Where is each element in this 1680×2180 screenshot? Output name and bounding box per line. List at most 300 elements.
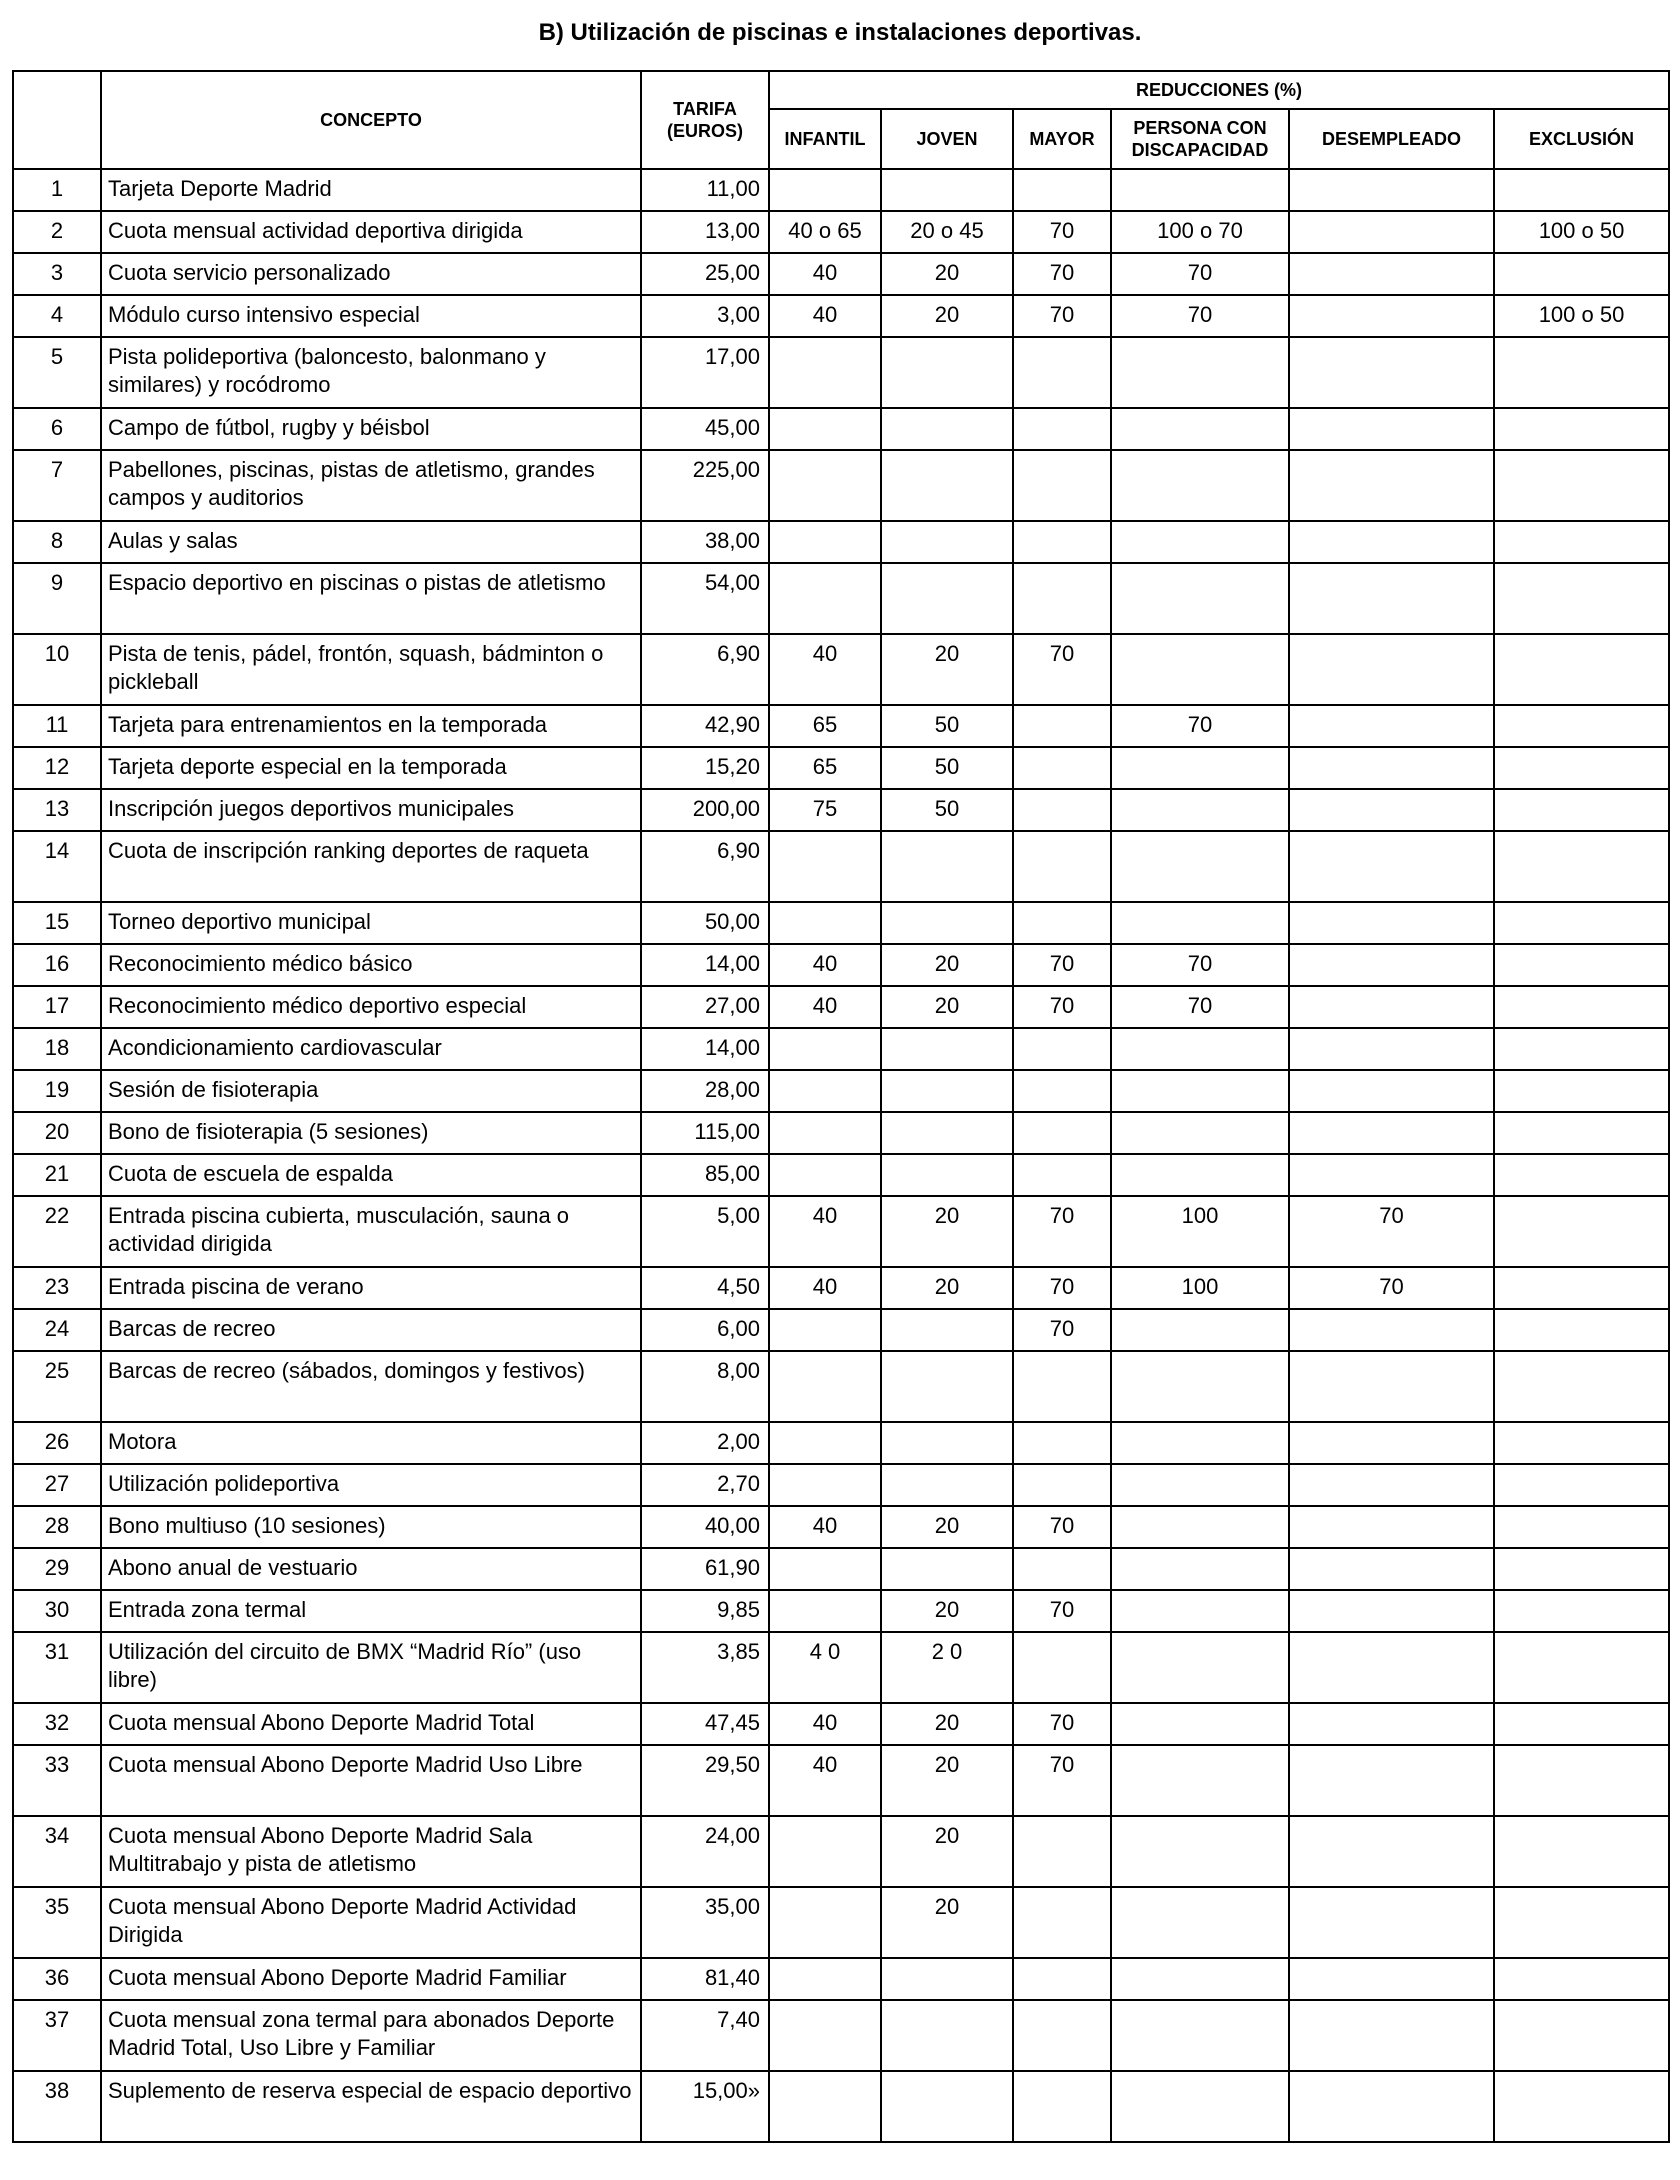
infantil-cell	[769, 1816, 881, 1887]
infantil-cell: 40	[769, 944, 881, 986]
mayor-cell: 70	[1013, 1703, 1111, 1745]
tarifa-cell: 42,90	[641, 705, 769, 747]
row-number: 20	[13, 1112, 101, 1154]
row-number: 5	[13, 337, 101, 408]
desempleado-cell	[1289, 1112, 1494, 1154]
tarifa-cell: 81,40	[641, 1958, 769, 2000]
table-row	[13, 1632, 1669, 1703]
concepto-cell: Pista de tenis, pádel, frontón, squash, bádminton o pickleball	[101, 634, 641, 705]
table-row	[13, 211, 1669, 253]
tarifa-cell: 28,00	[641, 1070, 769, 1112]
tarifa-cell: 7,40	[641, 2000, 769, 2071]
table-row	[13, 253, 1669, 295]
exclusion-cell	[1494, 986, 1669, 1028]
row-number: 27	[13, 1464, 101, 1506]
desempleado-cell	[1289, 1703, 1494, 1745]
table-row	[13, 1816, 1669, 1887]
joven-cell	[881, 1112, 1013, 1154]
concepto-cell: Pabellones, piscinas, pistas de atletismo, grandes campos y auditorios	[101, 450, 641, 521]
concepto-cell: Bono multiuso (10 sesiones)	[101, 1506, 641, 1548]
table-row	[13, 563, 1669, 634]
tarifa-cell: 17,00	[641, 337, 769, 408]
discapacidad-cell	[1111, 1422, 1289, 1464]
desempleado-cell	[1289, 408, 1494, 450]
discapacidad-cell	[1111, 1816, 1289, 1887]
joven-cell: 20 o 45	[881, 211, 1013, 253]
tarifa-cell: 14,00	[641, 1028, 769, 1070]
infantil-cell	[769, 563, 881, 634]
mayor-cell: 70	[1013, 1590, 1111, 1632]
tarifa-cell: 6,00	[641, 1309, 769, 1351]
joven-cell: 20	[881, 1590, 1013, 1632]
infantil-cell	[769, 902, 881, 944]
concepto-cell: Barcas de recreo (sábados, domingos y festivos)	[101, 1351, 641, 1422]
row-number: 15	[13, 902, 101, 944]
header-number	[13, 71, 101, 169]
row-number: 12	[13, 747, 101, 789]
desempleado-cell	[1289, 1632, 1494, 1703]
infantil-cell	[769, 1422, 881, 1464]
exclusion-cell	[1494, 634, 1669, 705]
joven-cell: 20	[881, 1196, 1013, 1267]
row-number: 3	[13, 253, 101, 295]
mayor-cell: 70	[1013, 211, 1111, 253]
discapacidad-cell	[1111, 747, 1289, 789]
joven-cell	[881, 1351, 1013, 1422]
concepto-cell: Sesión de fisioterapia	[101, 1070, 641, 1112]
concepto-cell: Suplemento de reserva especial de espacio deportivo	[101, 2071, 641, 2142]
row-number: 38	[13, 2071, 101, 2142]
infantil-cell	[769, 2000, 881, 2071]
header-infantil: INFANTIL	[769, 109, 881, 169]
row-number: 18	[13, 1028, 101, 1070]
infantil-cell: 65	[769, 705, 881, 747]
mayor-cell	[1013, 1632, 1111, 1703]
row-number: 17	[13, 986, 101, 1028]
table-row	[13, 1112, 1669, 1154]
discapacidad-cell	[1111, 1309, 1289, 1351]
discapacidad-cell	[1111, 169, 1289, 211]
joven-cell	[881, 408, 1013, 450]
row-number: 35	[13, 1887, 101, 1958]
joven-cell	[881, 902, 1013, 944]
concepto-cell: Campo de fútbol, rugby y béisbol	[101, 408, 641, 450]
exclusion-cell	[1494, 1028, 1669, 1070]
desempleado-cell	[1289, 1548, 1494, 1590]
table-row	[13, 1351, 1669, 1422]
mayor-cell	[1013, 1548, 1111, 1590]
joven-cell: 20	[881, 295, 1013, 337]
desempleado-cell	[1289, 831, 1494, 902]
mayor-cell	[1013, 408, 1111, 450]
exclusion-cell	[1494, 2000, 1669, 2071]
tarifa-cell: 6,90	[641, 634, 769, 705]
header-joven: JOVEN	[881, 109, 1013, 169]
desempleado-cell	[1289, 705, 1494, 747]
tarifa-cell: 225,00	[641, 450, 769, 521]
joven-cell: 20	[881, 1267, 1013, 1309]
exclusion-cell	[1494, 450, 1669, 521]
desempleado-cell	[1289, 211, 1494, 253]
infantil-cell: 40 o 65	[769, 211, 881, 253]
row-number: 32	[13, 1703, 101, 1745]
mayor-cell	[1013, 450, 1111, 521]
table-body	[13, 169, 1669, 2142]
desempleado-cell	[1289, 1958, 1494, 2000]
table-row	[13, 705, 1669, 747]
infantil-cell	[769, 1958, 881, 2000]
infantil-cell	[769, 1070, 881, 1112]
joven-cell: 20	[881, 1887, 1013, 1958]
row-number: 23	[13, 1267, 101, 1309]
infantil-cell: 40	[769, 1267, 881, 1309]
concepto-cell: Utilización del circuito de BMX “Madrid Río” (uso libre)	[101, 1632, 641, 1703]
table-row	[13, 1154, 1669, 1196]
exclusion-cell	[1494, 253, 1669, 295]
table-row	[13, 634, 1669, 705]
tarifa-cell: 3,00	[641, 295, 769, 337]
header-tarifa: TARIFA (EUROS)	[641, 71, 769, 169]
exclusion-cell	[1494, 521, 1669, 563]
table-row	[13, 1958, 1669, 2000]
tarifa-cell: 2,70	[641, 1464, 769, 1506]
infantil-cell	[769, 408, 881, 450]
desempleado-cell	[1289, 1422, 1494, 1464]
joven-cell	[881, 1309, 1013, 1351]
discapacidad-cell: 100	[1111, 1196, 1289, 1267]
header-reducciones: REDUCCIONES (%)	[769, 71, 1669, 109]
header-row-top	[13, 71, 1669, 109]
header-concepto: CONCEPTO	[101, 71, 641, 169]
mayor-cell	[1013, 1958, 1111, 2000]
table-row	[13, 1590, 1669, 1632]
exclusion-cell	[1494, 747, 1669, 789]
concepto-cell: Reconocimiento médico deportivo especial	[101, 986, 641, 1028]
desempleado-cell	[1289, 789, 1494, 831]
tariff-table	[12, 70, 1670, 2143]
table-row	[13, 169, 1669, 211]
concepto-cell: Pista polideportiva (baloncesto, balonmano y similares) y rocódromo	[101, 337, 641, 408]
infantil-cell	[769, 337, 881, 408]
tarifa-cell: 15,00»	[641, 2071, 769, 2142]
infantil-cell	[769, 1309, 881, 1351]
infantil-cell: 40	[769, 1703, 881, 1745]
desempleado-cell	[1289, 253, 1494, 295]
discapacidad-cell: 70	[1111, 705, 1289, 747]
discapacidad-cell	[1111, 1506, 1289, 1548]
concepto-cell: Módulo curso intensivo especial	[101, 295, 641, 337]
infantil-cell	[769, 1351, 881, 1422]
mayor-cell	[1013, 1816, 1111, 1887]
desempleado-cell	[1289, 902, 1494, 944]
row-number: 9	[13, 563, 101, 634]
discapacidad-cell	[1111, 1632, 1289, 1703]
mayor-cell	[1013, 2000, 1111, 2071]
row-number: 1	[13, 169, 101, 211]
concepto-cell: Cuota mensual Abono Deporte Madrid Familiar	[101, 1958, 641, 2000]
discapacidad-cell	[1111, 337, 1289, 408]
row-number: 2	[13, 211, 101, 253]
infantil-cell: 40	[769, 634, 881, 705]
concepto-cell: Acondicionamiento cardiovascular	[101, 1028, 641, 1070]
table-row	[13, 1267, 1669, 1309]
discapacidad-cell	[1111, 1154, 1289, 1196]
mayor-cell: 70	[1013, 634, 1111, 705]
tarifa-cell: 85,00	[641, 1154, 769, 1196]
infantil-cell	[769, 1887, 881, 1958]
mayor-cell: 70	[1013, 1267, 1111, 1309]
table-row	[13, 831, 1669, 902]
tarifa-cell: 47,45	[641, 1703, 769, 1745]
table-row	[13, 408, 1669, 450]
exclusion-cell	[1494, 831, 1669, 902]
exclusion-cell: 100 o 50	[1494, 211, 1669, 253]
concepto-cell: Cuota mensual zona termal para abonados Deporte Madrid Total, Uso Libre y Familiar	[101, 2000, 641, 2071]
joven-cell	[881, 1028, 1013, 1070]
mayor-cell: 70	[1013, 253, 1111, 295]
mayor-cell	[1013, 1112, 1111, 1154]
tarifa-cell: 3,85	[641, 1632, 769, 1703]
row-number: 7	[13, 450, 101, 521]
exclusion-cell	[1494, 705, 1669, 747]
exclusion-cell	[1494, 1422, 1669, 1464]
joven-cell	[881, 1464, 1013, 1506]
row-number: 30	[13, 1590, 101, 1632]
tarifa-cell: 13,00	[641, 211, 769, 253]
exclusion-cell	[1494, 1309, 1669, 1351]
row-number: 13	[13, 789, 101, 831]
exclusion-cell	[1494, 1745, 1669, 1816]
infantil-cell: 75	[769, 789, 881, 831]
table-row	[13, 986, 1669, 1028]
exclusion-cell	[1494, 408, 1669, 450]
discapacidad-cell	[1111, 408, 1289, 450]
row-number: 19	[13, 1070, 101, 1112]
infantil-cell	[769, 1548, 881, 1590]
concepto-cell: Cuota servicio personalizado	[101, 253, 641, 295]
discapacidad-cell	[1111, 789, 1289, 831]
row-number: 26	[13, 1422, 101, 1464]
desempleado-cell	[1289, 986, 1494, 1028]
mayor-cell	[1013, 831, 1111, 902]
infantil-cell: 40	[769, 1506, 881, 1548]
joven-cell: 20	[881, 1703, 1013, 1745]
tarifa-cell: 4,50	[641, 1267, 769, 1309]
mayor-cell	[1013, 789, 1111, 831]
tarifa-cell: 54,00	[641, 563, 769, 634]
discapacidad-cell	[1111, 1887, 1289, 1958]
mayor-cell	[1013, 1351, 1111, 1422]
joven-cell: 50	[881, 705, 1013, 747]
discapacidad-cell	[1111, 902, 1289, 944]
table-row	[13, 450, 1669, 521]
tarifa-cell: 25,00	[641, 253, 769, 295]
concepto-cell: Entrada piscina de verano	[101, 1267, 641, 1309]
row-number: 34	[13, 1816, 101, 1887]
row-number: 25	[13, 1351, 101, 1422]
discapacidad-cell: 70	[1111, 944, 1289, 986]
concepto-cell: Cuota mensual Abono Deporte Madrid Uso Libre	[101, 1745, 641, 1816]
table-row	[13, 902, 1669, 944]
tarifa-cell: 9,85	[641, 1590, 769, 1632]
mayor-cell: 70	[1013, 1309, 1111, 1351]
discapacidad-cell	[1111, 521, 1289, 563]
tarifa-cell: 6,90	[641, 831, 769, 902]
infantil-cell	[769, 1154, 881, 1196]
mayor-cell	[1013, 337, 1111, 408]
table-row	[13, 2000, 1669, 2071]
table-row	[13, 1309, 1669, 1351]
infantil-cell	[769, 1464, 881, 1506]
mayor-cell: 70	[1013, 295, 1111, 337]
infantil-cell	[769, 521, 881, 563]
tarifa-cell: 2,00	[641, 1422, 769, 1464]
joven-cell	[881, 1958, 1013, 2000]
row-number: 6	[13, 408, 101, 450]
concepto-cell: Entrada zona termal	[101, 1590, 641, 1632]
concepto-cell: Torneo deportivo municipal	[101, 902, 641, 944]
table-row	[13, 1887, 1669, 1958]
table-row	[13, 789, 1669, 831]
mayor-cell: 70	[1013, 1196, 1111, 1267]
mayor-cell	[1013, 1154, 1111, 1196]
tarifa-cell: 8,00	[641, 1351, 769, 1422]
discapacidad-cell	[1111, 1070, 1289, 1112]
infantil-cell	[769, 1112, 881, 1154]
exclusion-cell: 100 o 50	[1494, 295, 1669, 337]
concepto-cell: Tarjeta Deporte Madrid	[101, 169, 641, 211]
infantil-cell: 40	[769, 1745, 881, 1816]
desempleado-cell	[1289, 1070, 1494, 1112]
desempleado-cell	[1289, 1351, 1494, 1422]
joven-cell: 50	[881, 747, 1013, 789]
row-number: 31	[13, 1632, 101, 1703]
table-row	[13, 1196, 1669, 1267]
joven-cell	[881, 831, 1013, 902]
mayor-cell	[1013, 747, 1111, 789]
exclusion-cell	[1494, 169, 1669, 211]
tarifa-cell: 61,90	[641, 1548, 769, 1590]
row-number: 10	[13, 634, 101, 705]
desempleado-cell	[1289, 169, 1494, 211]
joven-cell: 20	[881, 634, 1013, 705]
mayor-cell: 70	[1013, 944, 1111, 986]
desempleado-cell	[1289, 2000, 1494, 2071]
row-number: 37	[13, 2000, 101, 2071]
discapacidad-cell	[1111, 634, 1289, 705]
desempleado-cell	[1289, 2071, 1494, 2142]
infantil-cell	[769, 831, 881, 902]
header-exclusion: EXCLUSIÓN	[1494, 109, 1669, 169]
desempleado-cell	[1289, 634, 1494, 705]
discapacidad-cell: 70	[1111, 253, 1289, 295]
exclusion-cell	[1494, 1351, 1669, 1422]
concepto-cell: Aulas y salas	[101, 521, 641, 563]
table-row	[13, 1703, 1669, 1745]
exclusion-cell	[1494, 1958, 1669, 2000]
infantil-cell	[769, 2071, 881, 2142]
joven-cell: 20	[881, 986, 1013, 1028]
exclusion-cell	[1494, 789, 1669, 831]
joven-cell	[881, 1070, 1013, 1112]
joven-cell	[881, 169, 1013, 211]
row-number: 24	[13, 1309, 101, 1351]
joven-cell	[881, 450, 1013, 521]
header-mayor: MAYOR	[1013, 109, 1111, 169]
mayor-cell: 70	[1013, 1745, 1111, 1816]
exclusion-cell	[1494, 1816, 1669, 1887]
desempleado-cell	[1289, 1464, 1494, 1506]
desempleado-cell	[1289, 1590, 1494, 1632]
concepto-cell: Cuota mensual Abono Deporte Madrid Sala Multitrabajo y pista de atletismo	[101, 1816, 641, 1887]
infantil-cell: 40	[769, 986, 881, 1028]
discapacidad-cell	[1111, 1703, 1289, 1745]
discapacidad-cell	[1111, 1745, 1289, 1816]
mayor-cell	[1013, 1070, 1111, 1112]
desempleado-cell	[1289, 1506, 1494, 1548]
infantil-cell: 40	[769, 295, 881, 337]
mayor-cell	[1013, 705, 1111, 747]
exclusion-cell	[1494, 1703, 1669, 1745]
joven-cell	[881, 337, 1013, 408]
exclusion-cell	[1494, 902, 1669, 944]
mayor-cell: 70	[1013, 1506, 1111, 1548]
row-number: 28	[13, 1506, 101, 1548]
joven-cell: 50	[881, 789, 1013, 831]
exclusion-cell	[1494, 2071, 1669, 2142]
desempleado-cell	[1289, 1309, 1494, 1351]
joven-cell	[881, 563, 1013, 634]
table-row	[13, 1028, 1669, 1070]
exclusion-cell	[1494, 1070, 1669, 1112]
discapacidad-cell: 100	[1111, 1267, 1289, 1309]
joven-cell: 20	[881, 1506, 1013, 1548]
infantil-cell: 40	[769, 1196, 881, 1267]
tarifa-cell: 50,00	[641, 902, 769, 944]
joven-cell: 2 0	[881, 1632, 1013, 1703]
discapacidad-cell	[1111, 1548, 1289, 1590]
exclusion-cell	[1494, 1632, 1669, 1703]
row-number: 14	[13, 831, 101, 902]
discapacidad-cell	[1111, 1028, 1289, 1070]
infantil-cell: 65	[769, 747, 881, 789]
exclusion-cell	[1494, 944, 1669, 986]
tarifa-cell: 11,00	[641, 169, 769, 211]
tarifa-cell: 15,20	[641, 747, 769, 789]
tarifa-cell: 29,50	[641, 1745, 769, 1816]
desempleado-cell	[1289, 295, 1494, 337]
mayor-cell	[1013, 1422, 1111, 1464]
discapacidad-cell: 100 o 70	[1111, 211, 1289, 253]
desempleado-cell: 70	[1289, 1267, 1494, 1309]
concepto-cell: Tarjeta para entrenamientos en la temporada	[101, 705, 641, 747]
infantil-cell	[769, 1028, 881, 1070]
infantil-cell: 4 0	[769, 1632, 881, 1703]
exclusion-cell	[1494, 1464, 1669, 1506]
table-row	[13, 1070, 1669, 1112]
exclusion-cell	[1494, 1267, 1669, 1309]
tarifa-cell: 200,00	[641, 789, 769, 831]
table-row	[13, 1506, 1669, 1548]
header-discapacidad: PERSONA CON DISCAPACIDAD	[1111, 109, 1289, 169]
tarifa-cell: 27,00	[641, 986, 769, 1028]
discapacidad-cell	[1111, 1958, 1289, 2000]
row-number: 21	[13, 1154, 101, 1196]
concepto-cell: Reconocimiento médico básico	[101, 944, 641, 986]
tarifa-cell: 35,00	[641, 1887, 769, 1958]
exclusion-cell	[1494, 1887, 1669, 1958]
desempleado-cell	[1289, 1745, 1494, 1816]
